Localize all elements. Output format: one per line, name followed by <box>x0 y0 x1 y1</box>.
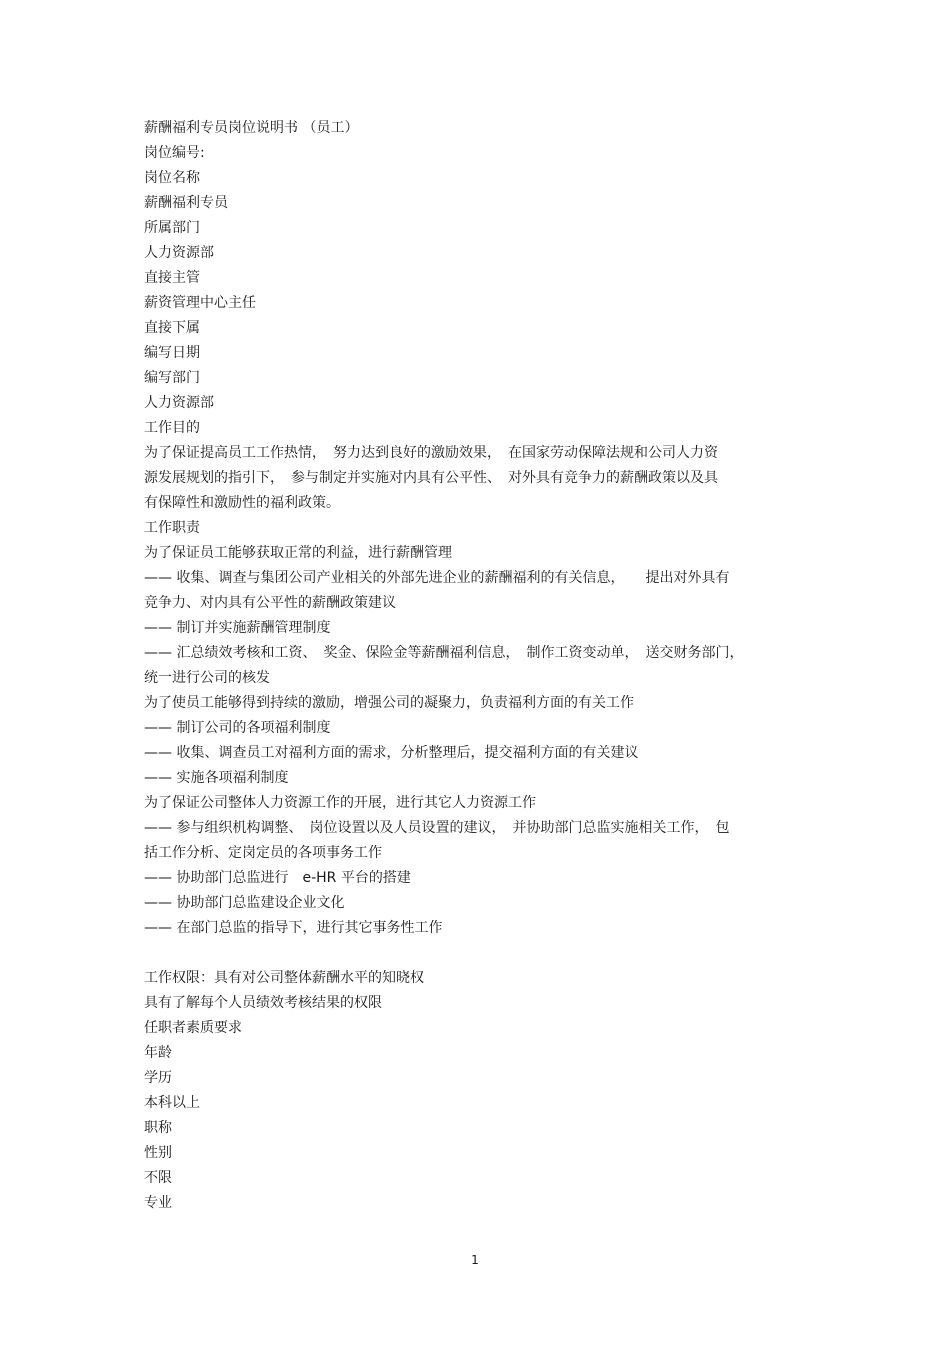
text-line: —— 参与组织机构调整、 岗位设置以及人员设置的建议， 并协助部门总监实施相关工作， 包 <box>144 820 730 836</box>
text-line: 为了保证公司整体人力资源工作的开展，进行其它人力资源工作 <box>144 795 536 811</box>
text-line: —— 协助部门总监建设企业文化 <box>144 895 345 911</box>
text-line: 学历 <box>144 1070 172 1086</box>
blank-line <box>144 941 824 966</box>
text-line: 年龄 <box>144 1045 172 1061</box>
document-title: 薪酬福利专员岗位说明书 （员工） <box>144 120 359 136</box>
text-line: 编写日期 <box>144 345 200 361</box>
text-line: 具有了解每个人员绩效考核结果的权限 <box>144 995 382 1011</box>
text-line: —— 协助部门总监进行 e-HR 平台的搭建 <box>144 870 411 886</box>
text-line: 为了使员工能够得到持续的激励，增强公司的凝聚力，负责福利方面的有关工作 <box>144 695 634 711</box>
text-line: —— 在部门总监的指导下，进行其它事务性工作 <box>144 920 443 936</box>
text-line: 不限 <box>144 1170 172 1186</box>
text-line: 源发展规划的指引下， 参与制定并实施对内具有公平性、 对外具有竞争力的薪酬政策以及具 <box>144 470 718 486</box>
text-line: 为了保证提高员工工作热情， 努力达到良好的激励效果， 在国家劳动保障法规和公司人力资 <box>144 445 718 461</box>
text-line: 本科以上 <box>144 1095 200 1111</box>
text-line: 薪资管理中心主任 <box>144 295 256 311</box>
section-heading: 任职者素质要求 <box>144 1020 242 1036</box>
text-line: 统一进行公司的核发 <box>144 670 270 686</box>
text-line: 有保障性和激励性的福利政策。 <box>144 495 340 511</box>
text-line: —— 制订公司的各项福利制度 <box>144 720 331 736</box>
section-heading: 工作目的 <box>144 420 200 436</box>
text-line: 岗位名称 <box>144 170 200 186</box>
text-line: —— 制订并实施薪酬管理制度 <box>144 620 331 636</box>
text-line: 人力资源部 <box>144 245 214 261</box>
text-line: 岗位编号: <box>144 145 205 161</box>
text-line: 人力资源部 <box>144 395 214 411</box>
section-heading: 工作职责 <box>144 520 200 536</box>
document-body <box>144 116 824 1216</box>
text-line: 工作权限：具有对公司整体薪酬水平的知晓权 <box>144 970 424 986</box>
text-line: 直接主管 <box>144 270 200 286</box>
text-line: —— 收集、调查员工对福利方面的需求，分析整理后，提交福利方面的有关建议 <box>144 745 639 761</box>
page-number: 1 <box>471 1253 479 1267</box>
text-line: 职称 <box>144 1120 172 1136</box>
text-line: —— 收集、调查与集团公司产业相关的外部先进企业的薪酬福利的有关信息， 提出对外具有 <box>144 570 730 586</box>
text-line: 为了保证员工能够获取正常的利益，进行薪酬管理 <box>144 545 452 561</box>
text-line: 所属部门 <box>144 220 200 236</box>
text-line: 编写部门 <box>144 370 200 386</box>
text-line: 薪酬福利专员 <box>144 195 228 211</box>
text-line: 专业 <box>144 1195 172 1211</box>
text-line: 直接下属 <box>144 320 200 336</box>
text-line: —— 汇总绩效考核和工资、 奖金、保险金等薪酬福利信息， 制作工资变动单， 送交财务部门， <box>144 645 744 661</box>
text-line: 竞争力、对内具有公平性的薪酬政策建议 <box>144 595 396 611</box>
text-line: 括工作分析、定岗定员的各项事务工作 <box>144 845 382 861</box>
text-line: 性别 <box>144 1145 172 1161</box>
text-line: —— 实施各项福利制度 <box>144 770 289 786</box>
